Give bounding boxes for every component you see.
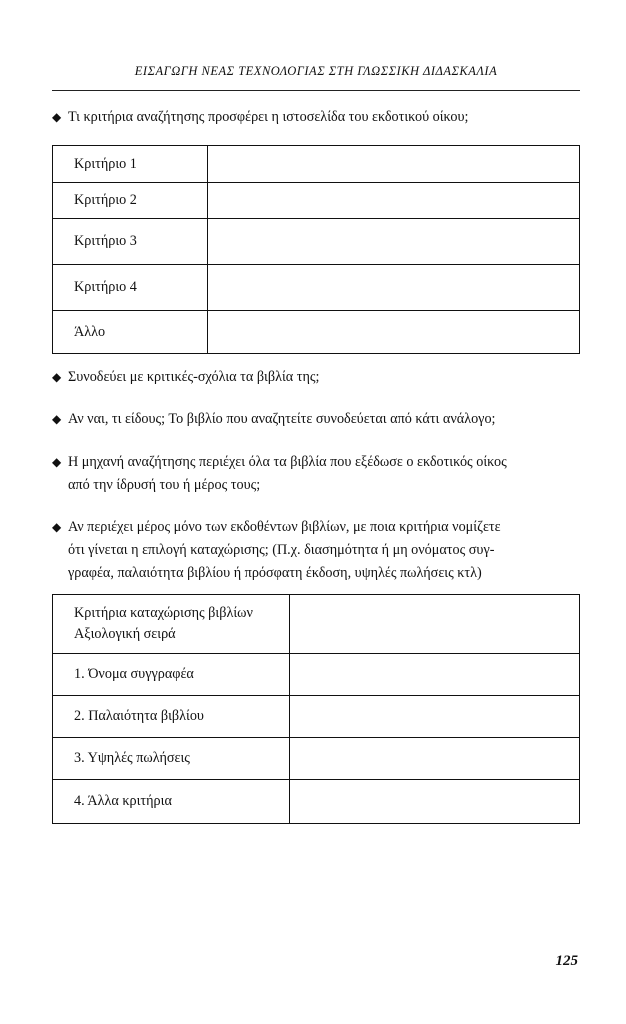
criteria-row-label: Κριτήριο 1 — [53, 146, 208, 183]
criteria-answer-cell[interactable] — [208, 265, 580, 311]
ranking-header-line-2: Αξιολογική σειρά — [74, 626, 176, 642]
criteria-answer-cell[interactable] — [208, 311, 580, 354]
header-rule — [52, 90, 580, 91]
diamond-bullet-icon: ◆ — [52, 455, 62, 469]
question-1-text: Τι κριτήρια αναζήτησης προσφέρει η ιστοσελίδα του εκδοτικού οίκου; — [68, 109, 469, 125]
criteria-answer-cell[interactable] — [208, 219, 580, 265]
criteria-row-label: Κριτήριο 4 — [53, 265, 208, 311]
ranking-header-line-1: Κριτήρια καταχώρισης βιβλίων — [74, 605, 253, 621]
question-3-text: Αν ναι, τι είδους; Το βιβλίο που αναζητείτε συνοδεύεται από κάτι ανάλογο; — [68, 411, 496, 427]
criteria-row-label: Άλλο — [53, 311, 208, 354]
ranking-answer-cell[interactable] — [290, 780, 580, 824]
criteria-row-label: Κριτήριο 3 — [53, 219, 208, 265]
question-5 — [52, 516, 584, 585]
question-2-text: Συνοδεύει με κριτικές-σχόλια τα βιβλία της; — [68, 369, 320, 385]
ranking-table-header — [53, 595, 290, 654]
question-5-line-2: ότι γίνεται η επιλογή καταχώρισης; (Π.χ. διασημότητα ή μη ονόματος συγ- — [68, 542, 495, 558]
running-header: ΕΙΣΑΓΩΓΗ ΝΕΑΣ ΤΕΧΝΟΛΟΓΙΑΣ ΣΤΗ ΓΛΩΣΣΙΚΗ ΔΙΔΑΣΚΑΛΙΑ — [134, 64, 498, 78]
question-4 — [52, 451, 584, 497]
question-4-line-1: Η μηχανή αναζήτησης περιέχει όλα τα βιβλία που εξέδωσε ο εκδοτικός οίκος — [68, 454, 507, 470]
ranking-answer-cell[interactable] — [290, 595, 580, 654]
ranking-row-label: 3. Υψηλές πωλήσεις — [53, 738, 290, 780]
diamond-bullet-icon: ◆ — [52, 520, 62, 534]
diamond-bullet-icon: ◆ — [52, 412, 62, 426]
criteria-table — [52, 145, 580, 354]
ranking-answer-cell[interactable] — [290, 654, 580, 696]
question-1 — [52, 106, 584, 129]
page-number: 125 — [555, 953, 578, 969]
question-4-line-2: από την ίδρυσή του ή μέρος τους; — [68, 477, 261, 493]
ranking-table — [52, 594, 580, 824]
ranking-row-label: 4. Άλλα κριτήρια — [53, 780, 290, 824]
ranking-row-label: 2. Παλαιότητα βιβλίου — [53, 696, 290, 738]
question-3 — [52, 408, 584, 431]
ranking-row-label: 1. Όνομα συγγραφέα — [53, 654, 290, 696]
ranking-answer-cell[interactable] — [290, 738, 580, 780]
diamond-bullet-icon: ◆ — [52, 110, 62, 124]
criteria-row-label: Κριτήριο 2 — [53, 183, 208, 219]
question-5-line-1: Αν περιέχει μέρος μόνο των εκδοθέντων βιβλίων, με ποια κριτήρια νομίζετε — [68, 519, 501, 535]
criteria-answer-cell[interactable] — [208, 146, 580, 183]
criteria-answer-cell[interactable] — [208, 183, 580, 219]
ranking-answer-cell[interactable] — [290, 696, 580, 738]
diamond-bullet-icon: ◆ — [52, 370, 62, 384]
question-5-line-3: γραφέα, παλαιότητα βιβλίου ή πρόσφατη έκδοση, υψηλές πωλήσεις κτλ) — [68, 565, 482, 581]
question-2 — [52, 366, 584, 389]
